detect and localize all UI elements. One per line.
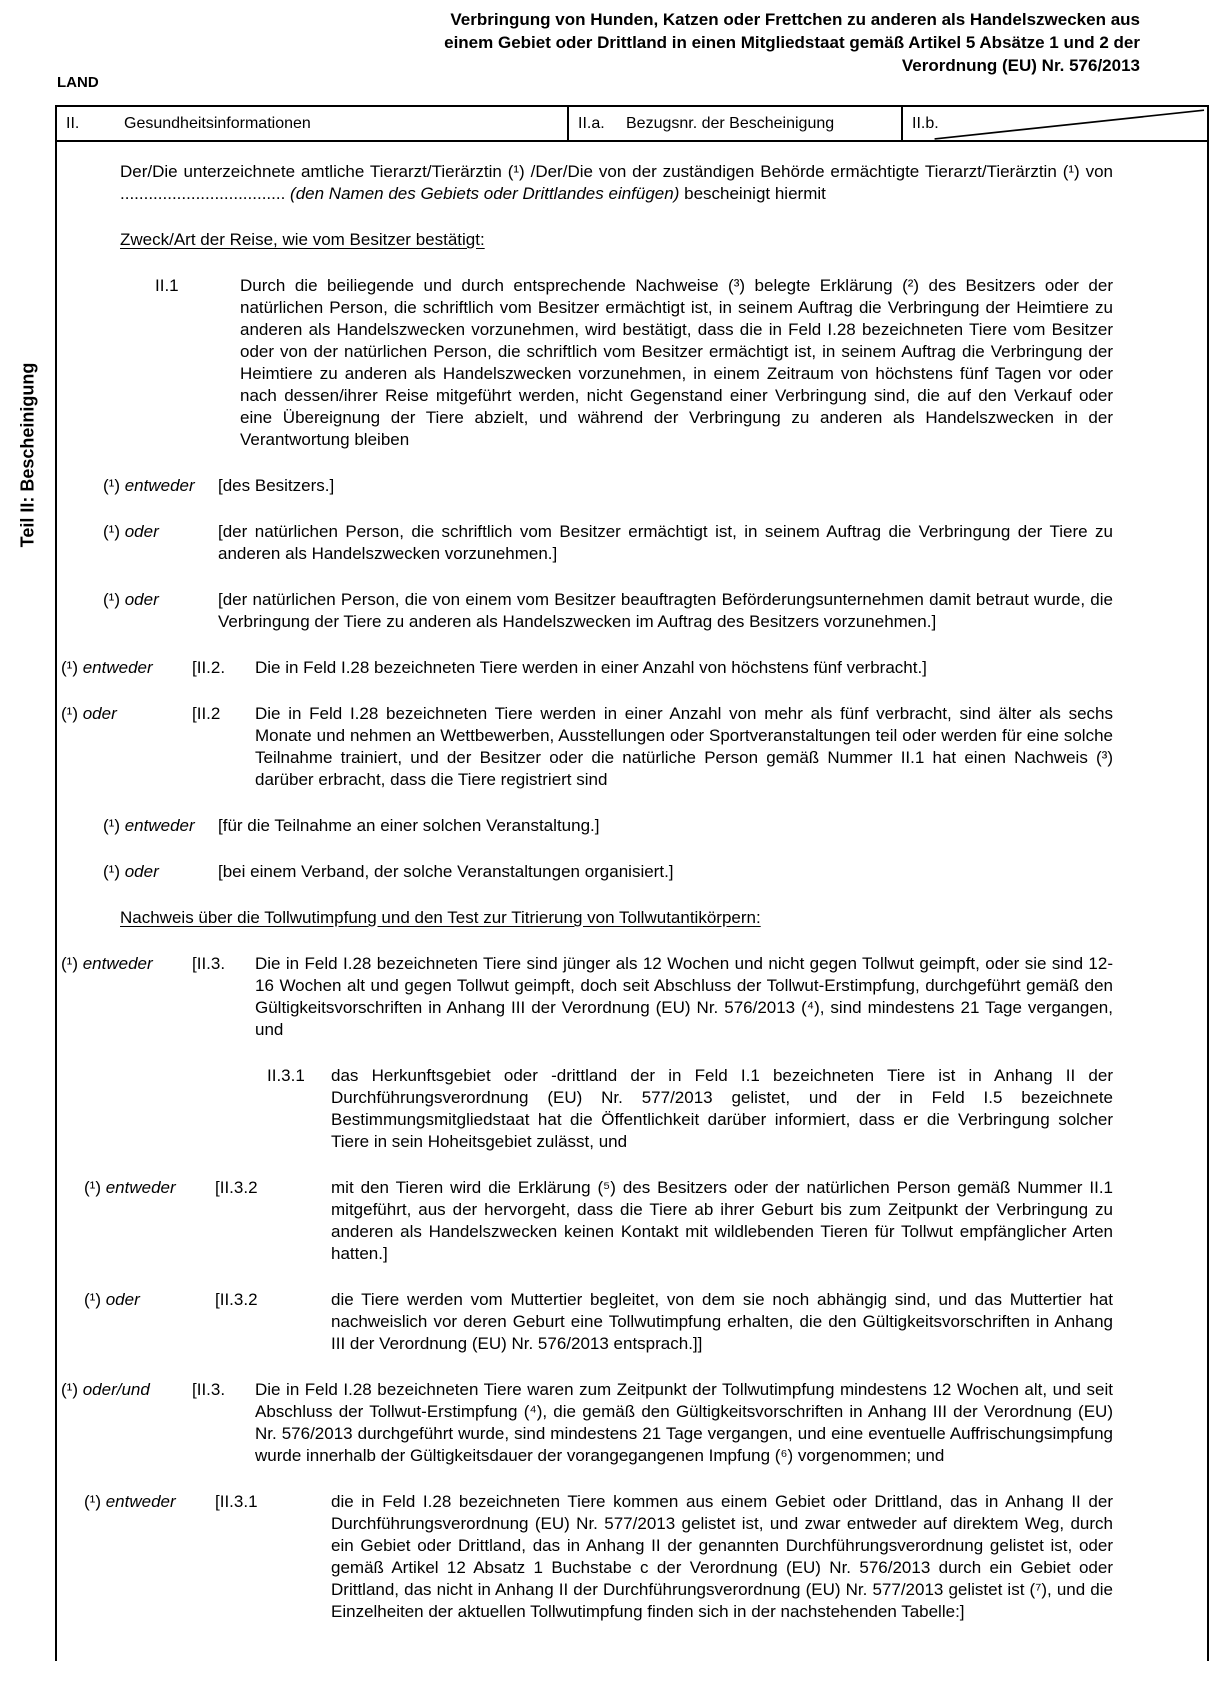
clause-number: [II.3.1 [215, 1492, 258, 1511]
clause-number: II.3.1 [267, 1066, 305, 1085]
footnote-marker: (¹) [84, 1290, 101, 1309]
option-word: oder [124, 590, 159, 609]
option-marker [61, 1379, 192, 1401]
header-cell-iib [901, 107, 1207, 140]
clause-text: Durch die beiliegende und durch entsprechende Nachweise (³) belegte Erklärung (²) des Besitzers oder der natürlichen Person, die schriftlich vom Besitzer ermächtigt ist, in seinem Auftrag die Verbringung der Heimtiere zu anderen als Handelszwecken vorzunehmen, wird bestätigt, dass die in Feld I.28 bezeichneten Tiere vom Besitzer oder von der natürlichen Person, die schriftlich vom Besitzer ermächtigt ist, in seinem Auftrag die Verbringung der Heimtiere zu anderen als Handelszwecken vorzunehmen, in einem Zeitraum von höchstens fünf Tagen vor oder nach dessen/ihrer Reise mitgeführt werden, nicht Gegenstand einer Verbringung sind, die auf den Verkauf oder eine Übereignung der Tiere abzielt, und während der Verbringung zu anderen als Handelszwecken in der Verantwortung bleiben [240, 276, 1113, 449]
option-marker [103, 861, 218, 883]
footnote-marker: (¹) [103, 590, 120, 609]
clause-ii32-oder [84, 1289, 1113, 1355]
intro-text-after: bescheinigt hiermit [679, 184, 826, 203]
clause-number: II.1 [155, 276, 179, 295]
option-text: [bei einem Verband, der solche Veranstaltungen organisiert.] [218, 862, 674, 881]
option-marker [61, 953, 192, 975]
option-text: [des Besitzers.] [218, 476, 335, 495]
clause-ii2-oder [61, 703, 1113, 791]
option-marker [103, 475, 218, 497]
option-marker [103, 521, 218, 543]
option-besitzer [103, 475, 1113, 497]
clause-text: die in Feld I.28 bezeichneten Tiere kommen aus einem Gebiet oder Drittland, das in Anhang II der Durchführungsverordnung (EU) Nr. 577/2013 gelistet ist, und zwar entweder auf direktem Weg, durch ein Gebiet oder Drittland, das in Anhang II der genannten Durchführungsverordnung gelistet ist, oder gemäß Artikel 12 Absatz 1 Buchstabe c der Verordnung (EU) Nr. 576/2013 durch ein Gebiet oder Drittland, das nicht in Anhang II der Durchführungsverordnung (EU) Nr. 577/2013 gelistet ist (⁷), und die Einzelheiten der aktuellen Tollwutimpfung finden sich in der nachstehenden Tabelle:] [331, 1492, 1113, 1621]
option-marker [103, 815, 218, 837]
footnote-marker: (¹) [61, 954, 78, 973]
clause-text: mit den Tieren wird die Erklärung (⁵) des Besitzers oder der natürlichen Person gemäß Nummer II.1 mitgeführt, aus der hervorgeht, dass die Tiere ab ihrer Geburt bis zum Zeitpunkt der Verbringung zu anderen als Handelszwecken keinen Kontakt mit wildlebenden Tieren für Tollwut empfänglicher Arten hatten.] [331, 1178, 1113, 1263]
footnote-marker: (¹) [103, 816, 120, 835]
clause-number: [II.2 [192, 704, 221, 723]
clause-text: Die in Feld I.28 bezeichneten Tiere werden in einer Anzahl von höchstens fünf verbracht.] [255, 658, 927, 677]
clause-ii31 [267, 1065, 1113, 1153]
option-marker [103, 589, 218, 611]
footnote-marker: (¹) [61, 704, 78, 723]
clause-number: [II.3. [192, 1380, 226, 1399]
option-text: [der natürlichen Person, die schriftlich vom Besitzer ermächtigt ist, in seinem Auftrag die Verbringung der Tiere zu anderen als Handelszwecken vorzunehmen.] [218, 522, 1113, 563]
option-word: entweder [124, 476, 195, 495]
clause-ii3-oder-und [61, 1379, 1113, 1467]
option-natuerliche-person-ermaechtigt [103, 521, 1113, 565]
clause-ii32-entweder [84, 1177, 1113, 1265]
certificate-body-box [55, 105, 1209, 1661]
country-label: LAND [57, 74, 99, 91]
option-word: entweder [82, 954, 153, 973]
intro-text-italic-hint: (den Namen des Gebiets oder Drittlandes einfügen) [290, 184, 680, 203]
clause-text: Die in Feld I.28 bezeichneten Tiere waren zum Zeitpunkt der Tollwutimpfung mindestens 12 Wochen alt, und seit Abschluss der Tollwut-Erstimpfung (⁴), die gemäß den Gültigkeitsvorschriften in Anhang III der Verordnung (EU) Nr. 576/2013 durchgeführt wurde, sind mindestens 21 Tage vergangen, und eine eventuelle Auffrischungsimpfung wurde innerhalb der Gültigkeitsdauer der vorangegangenen Impfung (⁶) vorgenommen; und [255, 1380, 1113, 1465]
certificate-content [57, 142, 1207, 1623]
header-cell-iia-label: Bezugsnr. der Bescheinigung [626, 114, 835, 132]
option-word: oder [124, 862, 159, 881]
option-marker [84, 1177, 215, 1199]
option-befoerderungsunternehmen [103, 589, 1113, 633]
intro-text-before: Der/Die unterzeichnete amtliche Tierarzt/Tierärztin (¹) /Der/Die von der zuständigen Behörde ermächtigte Tierarzt/Tierärztin (¹) von ................................... [120, 162, 1113, 203]
option-word: entweder [82, 658, 153, 677]
part-ii-sidebar-label: Teil II: Bescheinigung [17, 362, 38, 548]
clause-text: die Tiere werden vom Muttertier begleitet, von dem sie noch abhängig sind, und das Muttertier hat nachweislich vor deren Geburt eine Tollwutimpfung erhalten, die den Gültigkeitsvorschriften in Anhang III der Verordnung (EU) Nr. 576/2013 entsprach.]] [331, 1290, 1113, 1353]
option-word: oder [105, 1290, 140, 1309]
clause-number: [II.3.2 [215, 1178, 258, 1197]
option-word: oder [124, 522, 159, 541]
footnote-marker: (¹) [103, 522, 120, 541]
clause-ii2-entweder [61, 657, 1113, 679]
footnote-marker: (¹) [103, 476, 120, 495]
clause-text: Die in Feld I.28 bezeichneten Tiere werden in einer Anzahl von mehr als fünf verbracht, sind älter als sechs Monate und nehmen an Wettbewerben, Ausstellungen oder Sportveranstaltungen teil oder werden für eine solche Teilnahme trainiert, und der Besitzer oder die natürliche Person gemäß Nummer II.1 hat einen Nachweis (³) darüber erbracht, dass die Tiere registriert sind [255, 704, 1113, 789]
health-info-table-header [57, 107, 1207, 142]
rabies-heading: Nachweis über die Tollwutimpfung und den Test zur Titrierung von Tollwutantikörpern: [120, 908, 761, 927]
option-word: entweder [105, 1492, 176, 1511]
clause-ii1 [155, 275, 1113, 451]
purpose-heading: Zweck/Art der Reise, wie vom Besitzer bestätigt: [120, 230, 485, 249]
intro-paragraph [120, 161, 1113, 205]
option-verband [103, 861, 1113, 883]
header-cell-health-info [57, 107, 567, 140]
header-cell-ii-label: Gesundheitsinformationen [124, 114, 311, 132]
option-marker [84, 1289, 215, 1311]
option-marker [84, 1491, 215, 1513]
clause-ii31-entweder [84, 1491, 1113, 1623]
clause-number: [II.3.2 [215, 1290, 258, 1309]
option-text: [für die Teilnahme an einer solchen Veranstaltung.] [218, 816, 600, 835]
header-cell-iia-number: II.a. [578, 114, 605, 132]
clause-text: Die in Feld I.28 bezeichneten Tiere sind jünger als 12 Wochen und nicht gegen Tollwut geimpft, oder sie sind 12-16 Wochen alt und gegen Tollwut geimpft, doch seit Abschluss der Tollwut-Erstimpfung, durchgeführt gemäß den Gültigkeitsvorschriften in Anhang III der Verordnung (EU) Nr. 576/2013 (⁴), sind mindestens 21 Tage vergangen, und [255, 954, 1113, 1039]
option-marker [61, 657, 192, 679]
option-word: oder [82, 704, 117, 723]
option-marker [61, 703, 192, 725]
footnote-marker: (¹) [61, 1380, 78, 1399]
footnote-marker: (¹) [103, 862, 120, 881]
clause-number: [II.2. [192, 658, 226, 677]
diagonal-strike-line [903, 107, 1207, 140]
option-text: [der natürlichen Person, die von einem vom Besitzer beauftragten Beförderungsunternehmen damit betraut wurde, die Verbringung der Tiere zu anderen als Handelszwecken im Auftrag des Besitzers vorzunehmen.] [218, 590, 1113, 631]
page-title: Verbringung von Hunden, Katzen oder Frettchen zu anderen als Handelszwecken aus einem Gebiet oder Drittland in einen Mitgliedstaat gemäß Artikel 5 Absätze 1 und 2 der Verordnung (EU) Nr. 576/2013 [444, 10, 1140, 75]
footnote-marker: (¹) [84, 1492, 101, 1511]
clause-text: das Herkunftsgebiet oder -drittland der in Feld I.1 bezeichneten Tiere ist in Anhang II der Durchführungsverordnung (EU) Nr. 577/2013 gelistet, und der in Feld I.5 bezeichnete Bestimmungsmitgliedstaat hat die Öffentlichkeit darüber informiert, dass er die Verbringung solcher Tiere in sein Hoheitsgebiet zulässt, und [331, 1066, 1113, 1151]
header-cell-ii-number: II. [66, 114, 80, 132]
option-word: oder/und [82, 1380, 150, 1399]
option-word: entweder [124, 816, 195, 835]
header-cell-iib-number: II.b. [912, 114, 939, 132]
clause-number: [II.3. [192, 954, 226, 973]
footnote-marker: (¹) [61, 658, 78, 677]
option-teilnahme-veranstaltung [103, 815, 1113, 837]
clause-ii3-entweder [61, 953, 1113, 1041]
header-cell-reference-number [567, 107, 901, 140]
option-word: entweder [105, 1178, 176, 1197]
footnote-marker: (¹) [84, 1178, 101, 1197]
